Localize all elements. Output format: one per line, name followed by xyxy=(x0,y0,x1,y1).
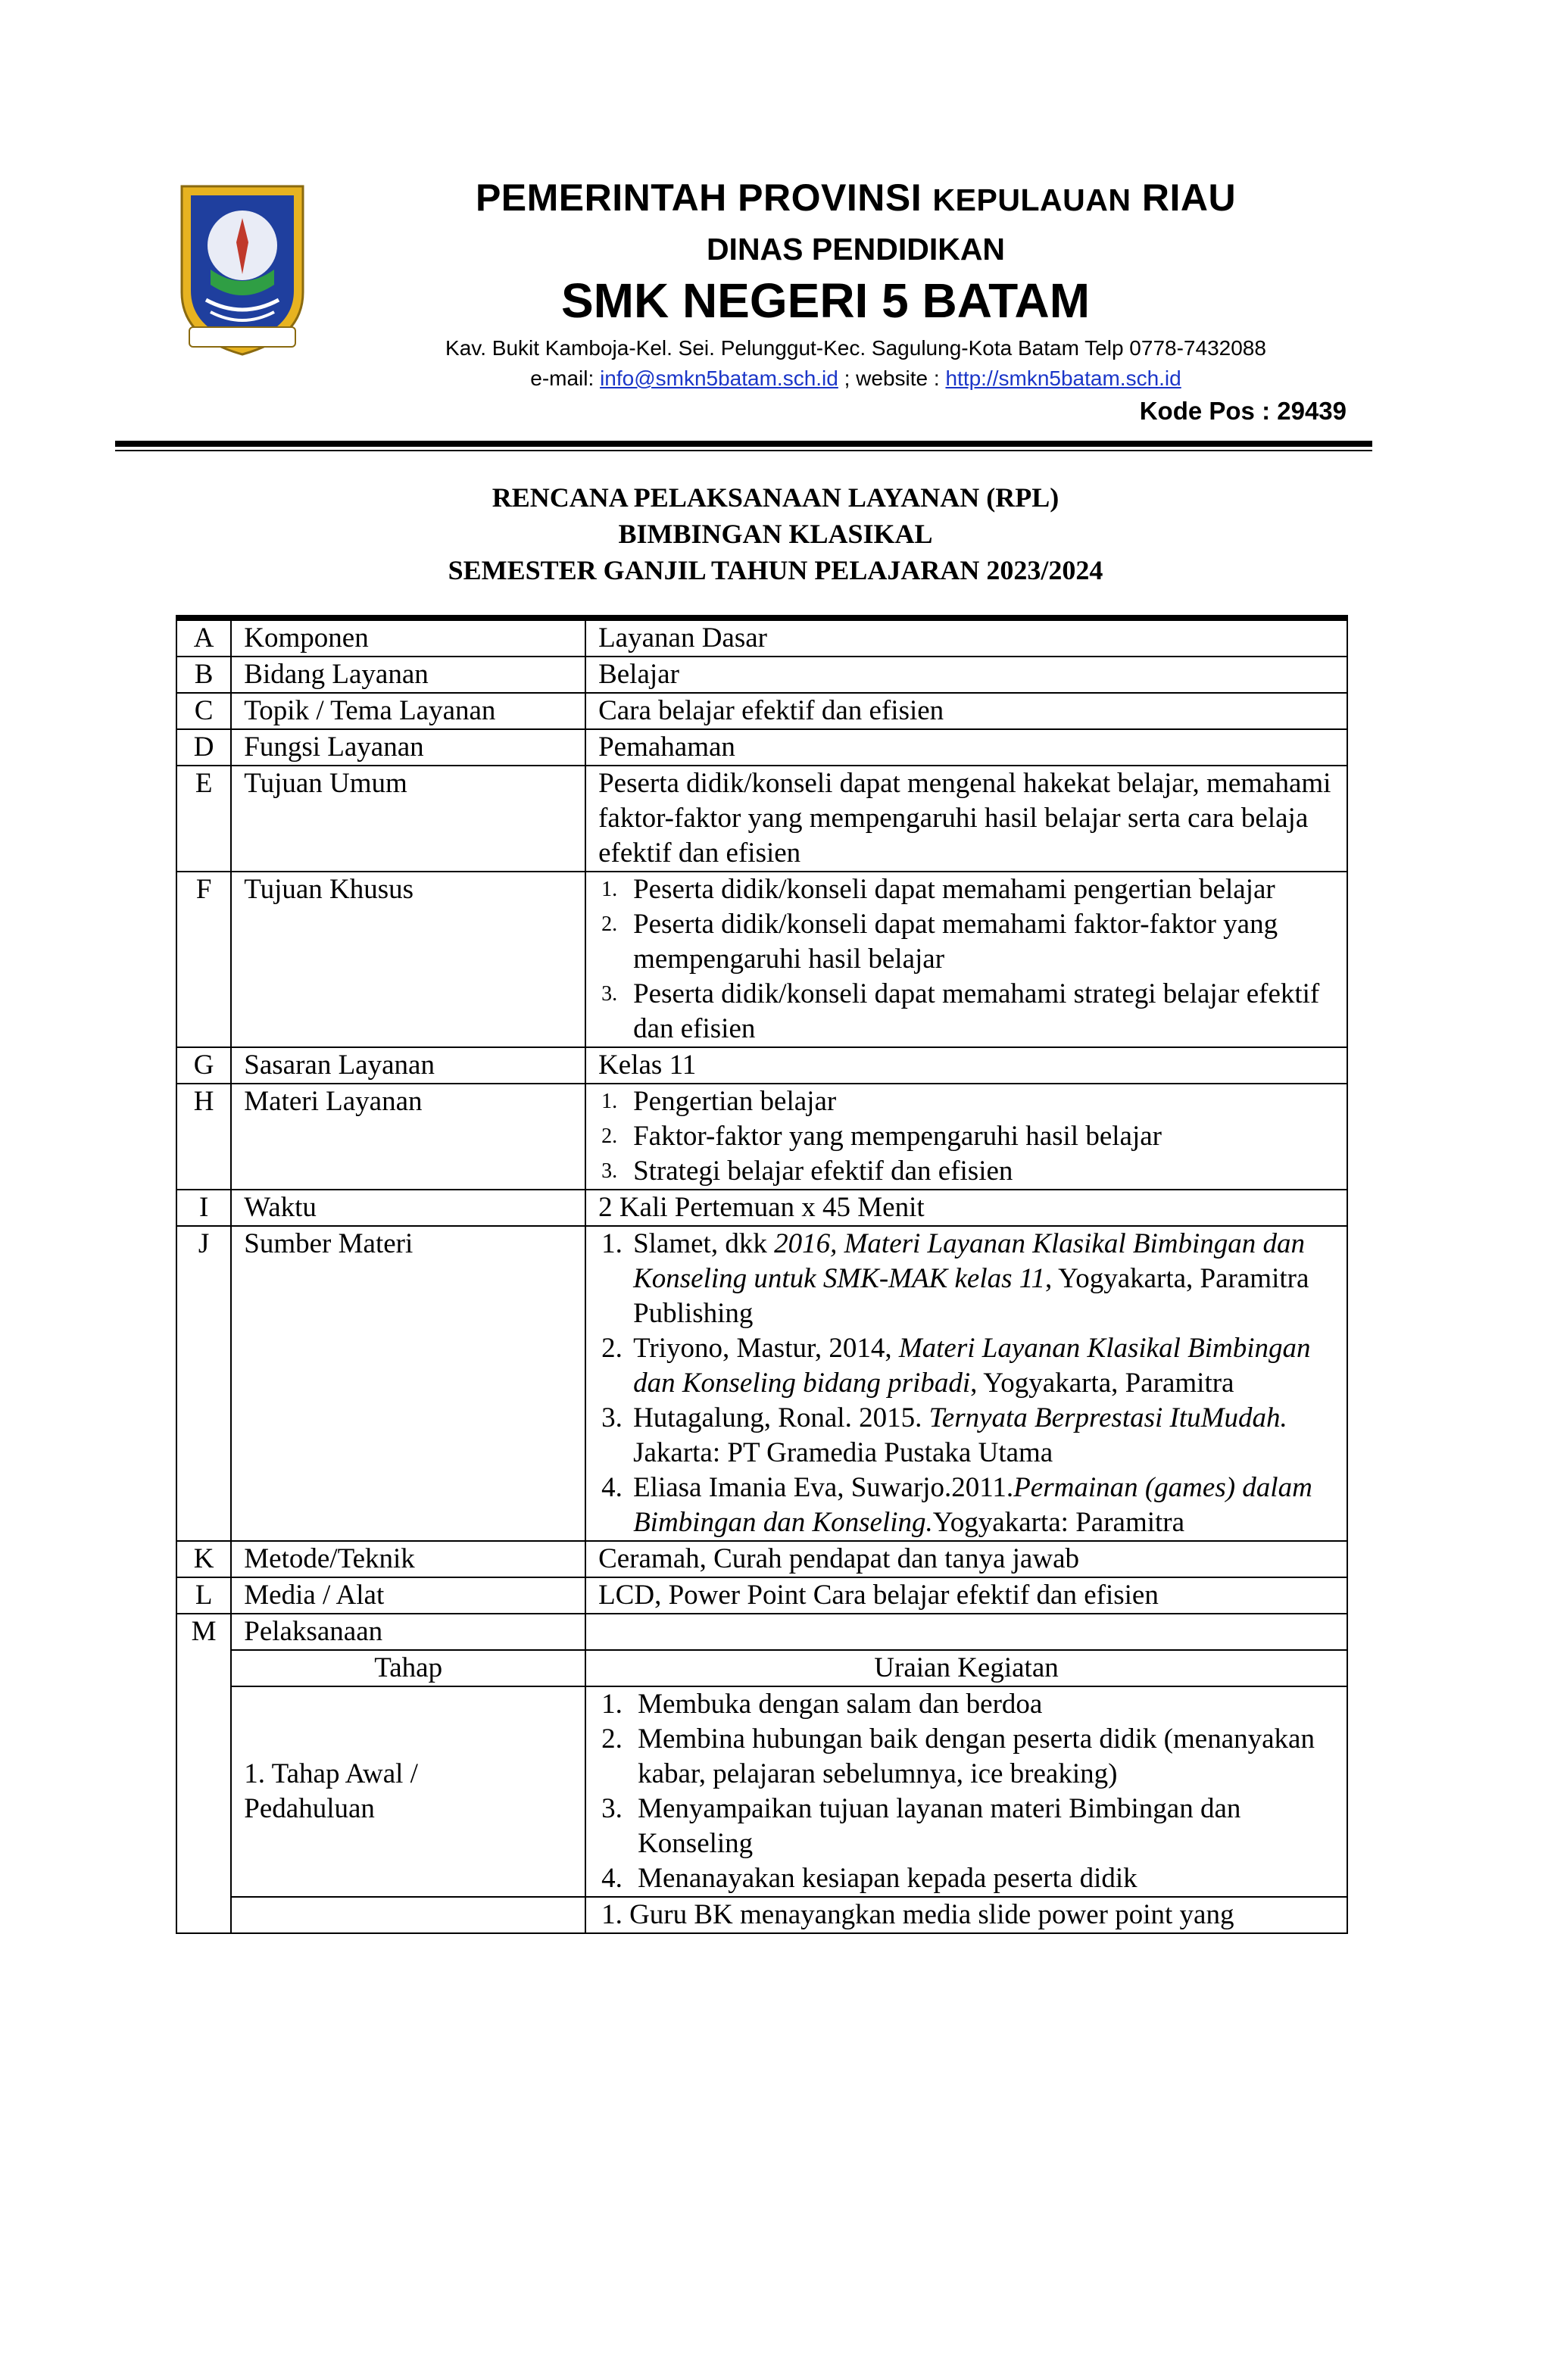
rpl-table xyxy=(176,615,1348,1934)
table-row xyxy=(176,693,1347,729)
list-item: 3. Hutagalung, Ronal. 2015. Ternyata Berprestasi ItuMudah. Jakarta: PT Gramedia Pustaka Utama xyxy=(601,1402,1287,1468)
row-label: Komponen xyxy=(231,618,585,657)
table-row xyxy=(176,729,1347,766)
table-row xyxy=(176,1047,1347,1084)
document-subtitle: BIMBINGAN KLASIKAL xyxy=(618,519,933,549)
stage-label: 1. Tahap Awal / Pedahuluan xyxy=(231,1686,585,1897)
row-label: Tujuan Khusus xyxy=(231,872,585,1047)
activity-list xyxy=(598,1687,1334,1896)
list-item: 1. Peserta didik/konseli dapat memahami pengertian belajar xyxy=(601,874,1275,905)
row-letter: J xyxy=(176,1226,231,1541)
list-item: 2. Membina hubungan baik dengan peserta didik (menanyakan kabar, pelajaran sebelumnya, ice breaking) xyxy=(601,1723,1315,1789)
table-row xyxy=(176,872,1347,1047)
list-item: 2. Faktor-faktor yang mempengaruhi hasil belajar xyxy=(601,1121,1162,1152)
pelaksanaan-stage-row xyxy=(176,1686,1347,1897)
table-row xyxy=(176,1577,1347,1614)
column-header-uraian: Uraian Kegiatan xyxy=(585,1650,1347,1686)
row-value xyxy=(585,872,1347,1047)
material-list xyxy=(598,1084,1334,1189)
document-semester: SEMESTER GANJIL TAHUN PELAJARAN 2023/2024 xyxy=(448,555,1103,585)
list-item: 2. Peserta didik/konseli dapat memahami faktor-faktor yang mempengaruhi hasil belajar xyxy=(601,909,1278,975)
row-letter: L xyxy=(176,1577,231,1614)
row-letter: H xyxy=(176,1084,231,1190)
document-title: RENCANA PELAKSANAAN LAYANAN (RPL) xyxy=(492,482,1059,513)
table-row xyxy=(176,1226,1347,1541)
stage-activities xyxy=(585,1686,1347,1897)
row-label: Topik / Tema Layanan xyxy=(231,693,585,729)
list-item: 3. Strategi belajar efektif dan efisien xyxy=(601,1156,1013,1187)
row-value: Peserta didik/konseli dapat mengenal hakekat belajar, memahami faktor-faktor yang mempengaruhi hasil belajar serta cara belaja efektif dan efisien xyxy=(585,766,1347,872)
contact-line: e-mail: info@smkn5batam.sch.id ; website : http://smkn5batam.sch.id xyxy=(530,367,1181,390)
table-row xyxy=(176,1190,1347,1226)
school-address: Kav. Bukit Kamboja-Kel. Sei. Pelunggut-Kec. Sagulung-Kota Batam Telp 0778-7432088 xyxy=(445,336,1266,360)
list-item: 4. Menanayakan kesiapan kepada peserta didik xyxy=(601,1863,1138,1894)
row-value: Cara belajar efektif dan efisien xyxy=(585,693,1347,729)
postal-code: Kode Pos : 29439 xyxy=(1139,397,1347,425)
government-name: PEMERINTAH PROVINSI KEPULAUAN RIAU xyxy=(475,176,1237,219)
list-item: 1. Membuka dengan salam dan berdoa xyxy=(601,1689,1043,1720)
letterhead-rule-thick xyxy=(115,441,1372,447)
pelaksanaan-header-row xyxy=(176,1650,1347,1686)
row-value: Layanan Dasar xyxy=(585,618,1347,657)
row-letter: B xyxy=(176,657,231,693)
row-value: 2 Kali Pertemuan x 45 Menit xyxy=(585,1190,1347,1226)
row-label: Tujuan Umum xyxy=(231,766,585,872)
list-item: 3. Menyampaikan tujuan layanan materi Bimbingan dan Konseling xyxy=(601,1793,1241,1859)
row-value xyxy=(585,1226,1347,1541)
list-item: 4. Eliasa Imania Eva, Suwarjo.2011.Permainan (games) dalam Bimbingan dan Konseling.Yogyakarta: Paramitra xyxy=(601,1472,1312,1538)
row-value: Pemahaman xyxy=(585,729,1347,766)
table-row xyxy=(176,1084,1347,1190)
pelaksanaan-stage-row xyxy=(176,1897,1347,1933)
table-row xyxy=(176,1614,1347,1650)
source-list xyxy=(598,1227,1334,1540)
website-link[interactable]: http://smkn5batam.sch.id xyxy=(945,367,1181,390)
row-label: Fungsi Layanan xyxy=(231,729,585,766)
stage-activities: 1. Guru BK menayangkan media slide power point yang xyxy=(585,1897,1347,1933)
list-item: 2. Triyono, Mastur, 2014, Materi Layanan Klasikal Bimbingan dan Konseling bidang pribadi, Yogyakarta, Paramitra xyxy=(601,1333,1311,1399)
stage-label xyxy=(231,1897,585,1933)
row-label: Media / Alat xyxy=(231,1577,585,1614)
row-letter: C xyxy=(176,693,231,729)
row-label: Materi Layanan xyxy=(231,1084,585,1190)
row-value: LCD, Power Point Cara belajar efektif dan efisien xyxy=(585,1577,1347,1614)
list-item: 3. Peserta didik/konseli dapat memahami strategi belajar efektif dan efisien xyxy=(601,978,1320,1044)
row-letter: I xyxy=(176,1190,231,1226)
list-item: 1. Slamet, dkk 2016, Materi Layanan Klasikal Bimbingan dan Konseling untuk SMK-MAK kelas 11, Yogyakarta, Paramitra Publishing xyxy=(601,1228,1309,1329)
row-value: Ceramah, Curah pendapat dan tanya jawab xyxy=(585,1541,1347,1577)
provincial-emblem-icon xyxy=(176,179,309,360)
row-label: Metode/Teknik xyxy=(231,1541,585,1577)
row-value: Kelas 11 xyxy=(585,1047,1347,1084)
row-label: Pelaksanaan xyxy=(231,1614,585,1650)
row-value xyxy=(585,1084,1347,1190)
row-label: Sasaran Layanan xyxy=(231,1047,585,1084)
table-row xyxy=(176,618,1347,657)
letterhead-rule-thin xyxy=(115,450,1372,451)
row-letter: D xyxy=(176,729,231,766)
row-letter: F xyxy=(176,872,231,1047)
row-label: Sumber Materi xyxy=(231,1226,585,1541)
row-letter: M xyxy=(176,1614,231,1933)
table-row xyxy=(176,766,1347,872)
objective-list xyxy=(598,872,1334,1047)
row-value: Belajar xyxy=(585,657,1347,693)
row-label: Waktu xyxy=(231,1190,585,1226)
school-name: SMK NEGERI 5 BATAM xyxy=(560,273,1091,328)
row-value xyxy=(585,1614,1347,1650)
column-header-tahap: Tahap xyxy=(231,1650,585,1686)
email-link[interactable]: info@smkn5batam.sch.id xyxy=(600,367,838,390)
row-letter: E xyxy=(176,766,231,872)
row-label: Bidang Layanan xyxy=(231,657,585,693)
row-letter: A xyxy=(176,618,231,657)
row-letter: K xyxy=(176,1541,231,1577)
list-item: 1. Pengertian belajar xyxy=(601,1086,837,1117)
table-row xyxy=(176,1541,1347,1577)
table-row xyxy=(176,657,1347,693)
department-name: DINAS PENDIDIKAN xyxy=(706,232,1006,267)
row-letter: G xyxy=(176,1047,231,1084)
